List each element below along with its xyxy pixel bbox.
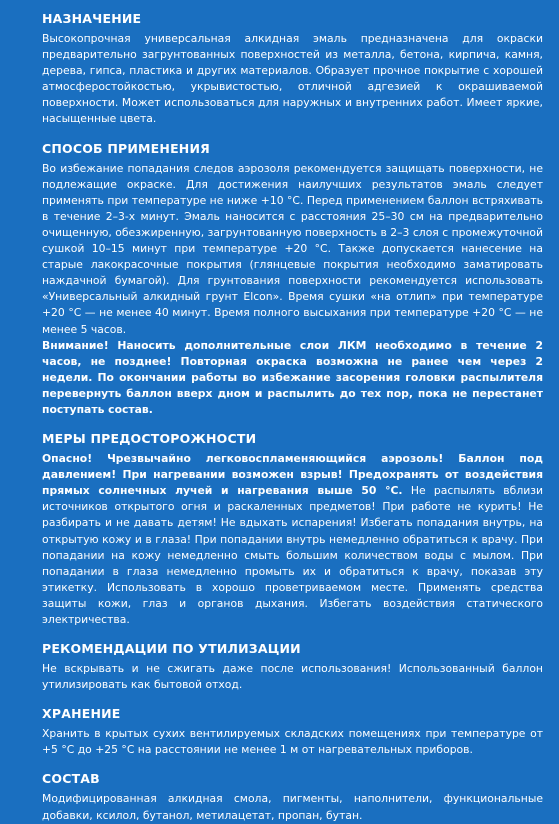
section-title: РЕКОМЕНДАЦИИ ПО УТИЛИЗАЦИИ <box>42 641 301 657</box>
section-title: МЕРЫ ПРЕДОСТОРОЖНОСТИ <box>42 431 257 447</box>
section-title: СОСТАВ <box>42 771 100 787</box>
section-text: Модифицированная алкидная смола, пигменты, наполнители, функциональные добавки, ксилол, бутанол, метилацетат, пропан, бутан. <box>42 792 543 822</box>
section-text: Не вскрывать и не сжигать даже после использования! Использованный баллон утилизировать как бытовой отход. <box>42 662 543 692</box>
section-storage <box>42 705 543 758</box>
precautions-text: Не распылять вблизи источников открытого огня и раскаленных предметов! При работе не курить! Не разбирать и не давать детям! Не вдыхать испарения! Избегать попадания внутрь, на открытую кожу и в глаза! При попадании внутрь немедленно обратиться к врачу. При попадании на кожу немедленно смыть большим количеством воды с мылом. При попадании в глаза немедленно промыть их и обратиться к врачу, показав эту этикетку. Использовать в хорошо проветриваемом месте. Применять средства защиты кожи, глаз и органов дыхания. Избегать воздействия статического электричества. <box>42 484 543 626</box>
section-composition <box>42 770 543 823</box>
section-precautions <box>42 430 543 628</box>
danger-text: Опасно! Чрезвычайно легковоспламеняющийся аэрозоль! Баллон под давлением! При нагревании возможен взрыв! Предохранять от воздействия прямых солнечных лучей и нагревания выше 50 °С. <box>42 452 543 498</box>
section-text <box>42 451 543 628</box>
section-title: ХРАНЕНИЕ <box>42 706 121 722</box>
section-title: СПОСОБ ПРИМЕНЕНИЯ <box>42 140 210 156</box>
section-application <box>42 140 543 419</box>
section-text: Высокопрочная универсальная алкидная эмаль предназначена для окраски предварительно загрунтованных поверхностей из металла, бетона, кирпича, камня, дерева, гипса, пластика и других материалов. Образует прочное покрытие с хорошей атмосферостойкостью, укрывистостью, отличной адгезией к окрашиваемой поверхности. Может использоваться для наружных и внутренних работ. Имеет яркие, насыщенные цвета. <box>42 32 543 126</box>
warning-text: Внимание! Наносить дополнительные слои ЛКМ необходимо в течение 2 часов, не позднее! Повторная окраска возможна не ранее чем через 2 недели. По окончании работы во избежание засорения головки распылителя перевернуть баллон вверх дном и распылить до тех пор, пока не перестанет поступать состав. <box>42 338 543 416</box>
section-disposal <box>42 640 543 693</box>
section-text: Хранить в крытых сухих вентилируемых складских помещениях при температуре от +5 °С до +25 °С на расстоянии не менее 1 м от нагревательных приборов. <box>42 727 543 757</box>
section-text: Во избежание попадания следов аэрозоля рекомендуется защищать поверхности, не подлежащие окраске. Для достижения наилучших результатов эмаль следует применять при температуре не ниже +10 °С. Перед применением баллон встряхивать в течение 2–3-х минут. Эмаль наносится с расстояния 25–30 см на предварительно очищенную, обезжиренную, загрунтованную поверхность в 2–3 слоя с промежуточной сушкой 10–15 минут при температуре +20 °С. Также допускается нанесение на старые лакокрасочные покрытия (глянцевые покрытия необходимо заматировать наждачной бумагой). Для грунтования поверхности рекомендуется использовать «Универсальный алкидный грунт Elcon». Время сушки «на отлип» при температуре +20 °С — не менее 40 минут. Время полного высыхания при температуре +20 °С — не менее 5 часов. <box>42 161 543 336</box>
section-title: НАЗНАЧЕНИЕ <box>42 11 142 26</box>
section-purpose <box>42 10 543 128</box>
